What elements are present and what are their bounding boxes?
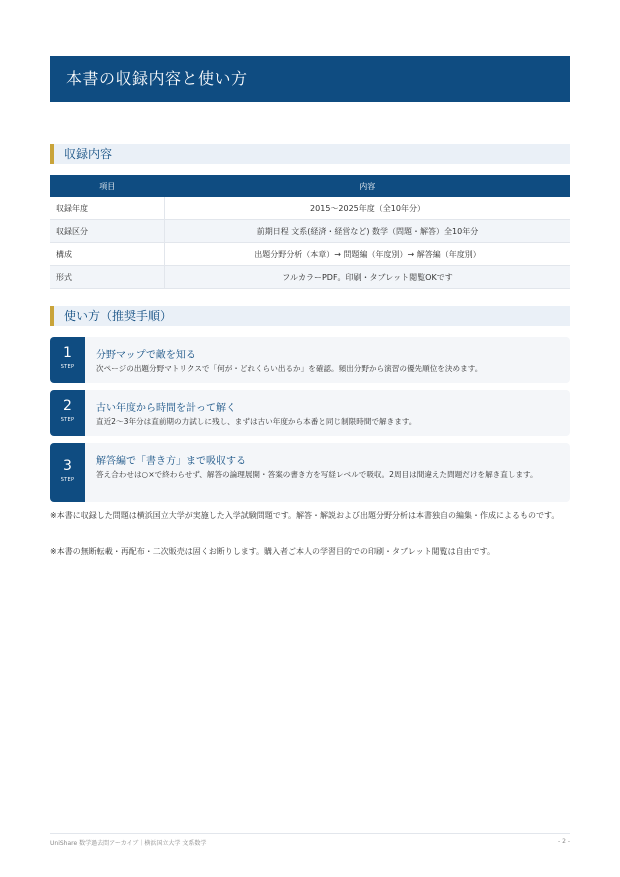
step-label: STEP	[60, 477, 75, 483]
table-row	[50, 197, 570, 220]
step-label: STEP	[60, 417, 75, 423]
table-cell-item: 構成	[50, 243, 165, 266]
section-heading-usage: 使い方（推奨手順）	[50, 306, 570, 326]
footer-divider	[50, 833, 570, 834]
step-badge	[50, 390, 85, 436]
table-cell-value: 前期日程 文系(経済・経営など) 数学（問題・解答）全10年分	[165, 220, 571, 243]
table-header-row	[50, 175, 570, 197]
table-cell-value: 出題分野分析（本章）→ 問題編（年度別）→ 解答編（年度別）	[165, 243, 571, 266]
step-number: 2	[63, 398, 72, 414]
table-row	[50, 266, 570, 289]
contents-table	[50, 175, 570, 289]
step-title: 解答編で「書き方」まで吸収する	[96, 456, 246, 467]
footer-title: UniShare 数学過去問アーカイブ｜横浜国立大学 文系数学	[50, 840, 207, 847]
table-row	[50, 220, 570, 243]
step-badge	[50, 443, 85, 502]
page-title-banner	[50, 56, 570, 102]
step-label: STEP	[60, 364, 75, 370]
table-cell-value: フルカラーPDF。印刷・タブレット閲覧OKです	[165, 266, 571, 289]
usage-note: ※本書の無断転載・再配布・二次販売は固くお断りします。購入者ご本人の学習目的での印刷・タブレット閲覧は自由です。	[50, 547, 496, 556]
table-cell-value: 2015〜2025年度（全10年分）	[165, 197, 571, 220]
step-description: 次ページの出題分野マトリクスで「何が・どれくらい出るか」を確認。頻出分野から演習の優先順位を決めます。	[96, 364, 483, 373]
page-number: - 2 -	[558, 838, 570, 845]
step-card	[50, 337, 570, 383]
table-cell-item: 収録区分	[50, 220, 165, 243]
table-cell-item: 収録年度	[50, 197, 165, 220]
page-title: 本書の収録内容と使い方	[66, 69, 248, 88]
step-number: 3	[63, 458, 72, 474]
step-card	[50, 443, 570, 502]
table-row	[50, 243, 570, 266]
step-number: 1	[63, 345, 72, 361]
step-badge	[50, 337, 85, 383]
step-title: 古い年度から時間を計って解く	[96, 403, 236, 414]
section-heading-contents: 収録内容	[50, 144, 570, 164]
step-description: 答え合わせは○×で終わらせず、解答の論理展開・答案の書き方を写経レベルで吸収。2周目は間違えた問題だけを解き直します。	[96, 470, 538, 479]
step-description: 直近2〜3年分は直前期の力試しに残し、まずは古い年度から本番と同じ制限時間で解きます。	[96, 417, 417, 426]
step-card	[50, 390, 570, 436]
step-title: 分野マップで敵を知る	[96, 350, 196, 361]
table-header-content: 内容	[165, 175, 571, 197]
copyright-note: ※本書に収録した問題は横浜国立大学が実施した入学試験問題です。解答・解説および出題分野分析は本書独自の編集・作成によるものです。	[50, 511, 560, 520]
table-header-item: 項目	[50, 175, 165, 197]
table-cell-item: 形式	[50, 266, 165, 289]
